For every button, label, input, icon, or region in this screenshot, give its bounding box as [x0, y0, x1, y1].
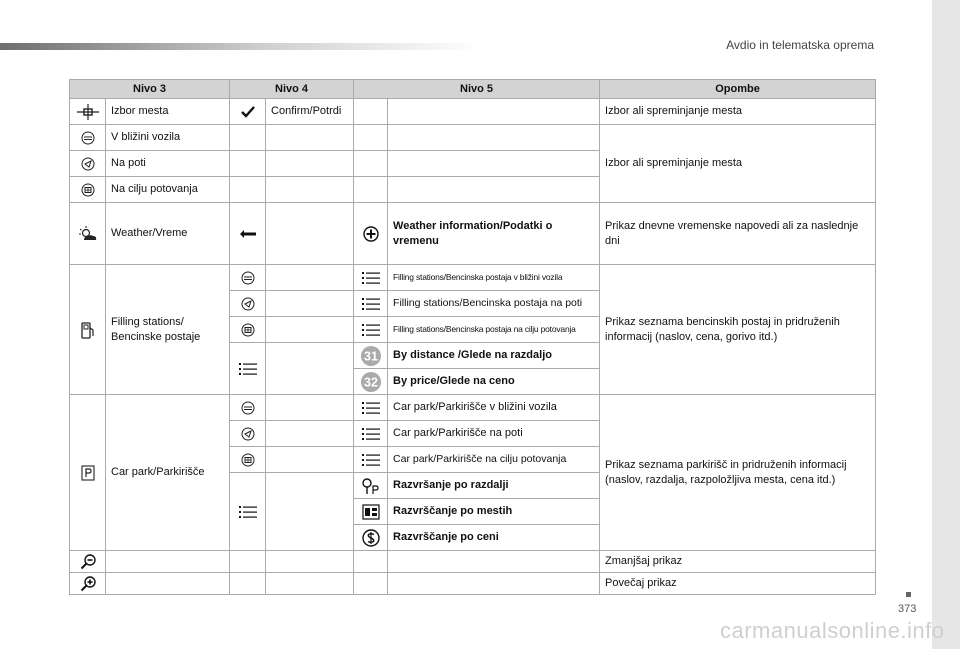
table-header-row	[70, 80, 876, 99]
parking-icon	[70, 395, 106, 551]
level3-blizina: V bližini vozila	[106, 125, 230, 151]
header-opombe: Opombe	[600, 80, 876, 99]
level4-confirm: Confirm/Potrdi	[266, 99, 354, 125]
header-nivo4: Nivo 4	[230, 80, 354, 99]
level5-by-distance: By distance /Glede na razdaljo	[388, 343, 600, 369]
plus-circle-icon	[354, 203, 388, 265]
weather-icon	[70, 203, 106, 265]
svg-text:32: 32	[363, 375, 378, 389]
table-row	[70, 99, 876, 125]
note-zoom-out: Zmanjšaj prikaz	[600, 551, 876, 573]
table-row	[70, 125, 876, 151]
zoom-out-icon	[70, 551, 106, 573]
level5-parking-blizina: Car park/Parkirišče v bližini vozila	[388, 395, 600, 421]
spaces-icon	[354, 499, 388, 525]
destination-icon	[70, 177, 106, 203]
page-number: 373	[898, 603, 917, 615]
vicinity-icon	[230, 265, 266, 291]
chapter-title: Avdio in telematska oprema	[726, 38, 874, 52]
watermark: carmanualsonline.info	[720, 618, 945, 643]
list-icon	[354, 447, 388, 473]
menu-table	[69, 79, 876, 595]
badge-31	[354, 343, 388, 369]
list-icon	[354, 395, 388, 421]
route-icon	[70, 151, 106, 177]
dollar-icon	[354, 525, 388, 551]
level5-park-spaces: Razvrščanje po mestih	[388, 499, 600, 525]
header-nivo5: Nivo 5	[354, 80, 600, 99]
destination-icon	[230, 317, 266, 343]
level5-park-distance: Razvršanje po razdalji	[388, 473, 600, 499]
vicinity-icon	[230, 395, 266, 421]
destination-icon	[230, 447, 266, 473]
level5-parking-cilj: Car park/Parkirišče na cilju potovanja	[388, 447, 600, 473]
note-parking: Prikaz seznama parkirišč in pridruženih informacij (naslov, razdalja, razpoložljiva mesta, cena itd.)	[600, 395, 876, 551]
distance-parking-icon	[354, 473, 388, 499]
list-icon	[354, 421, 388, 447]
svg-text:31: 31	[363, 349, 378, 363]
level3-parking: Car park/Parkirišče	[106, 395, 230, 551]
crosshair-icon	[70, 99, 106, 125]
level5-filling-poti: Filling stations/Bencinska postaja na poti	[388, 291, 600, 317]
level5-filling-blizina: Filling stations/Bencinska postaja v bližini vozila	[388, 265, 600, 291]
level5-by-price: By price/Glede na ceno	[388, 369, 600, 395]
level5-filling-cilj: Filling stations/Bencinska postaja na cilju potovanja	[388, 317, 600, 343]
fuel-pump-icon	[70, 265, 106, 395]
list-icon	[230, 343, 266, 395]
arrow-left-icon	[230, 203, 266, 265]
note-filling: Prikaz seznama bencinskih postaj in pridruženih informacij (naslov, cena, gorivo itd.)	[600, 265, 876, 395]
level3-weather: Weather/Vreme	[106, 203, 230, 265]
level5-parking-poti: Car park/Parkirišče na poti	[388, 421, 600, 447]
level3-cilj: Na cilju potovanja	[106, 177, 230, 203]
note-izbor-mesta: Izbor ali spreminjanje mesta	[600, 99, 876, 125]
header-nivo3: Nivo 3	[70, 80, 230, 99]
table-row	[70, 395, 876, 421]
level5-weather-info: Weather information/Podatki o vremenu	[388, 203, 600, 265]
table-row	[70, 573, 876, 595]
table-row	[70, 265, 876, 291]
level3-poti: Na poti	[106, 151, 230, 177]
note-weather: Prikaz dnevne vremenske napovedi ali za naslednje dni	[600, 203, 876, 265]
list-icon	[354, 317, 388, 343]
check-icon	[230, 99, 266, 125]
header-gradient-bar	[0, 43, 480, 50]
note-zoom-in: Povečaj prikaz	[600, 573, 876, 595]
level5-park-price: Razvrščanje po ceni	[388, 525, 600, 551]
page-side-band	[932, 0, 960, 649]
note-izbor-group: Izbor ali spreminjanje mesta	[600, 125, 876, 203]
zoom-in-icon	[70, 573, 106, 595]
vicinity-icon	[70, 125, 106, 151]
route-icon	[230, 421, 266, 447]
level3-izbor-mesta: Izbor mesta	[106, 99, 230, 125]
table-row	[70, 203, 876, 265]
list-icon	[354, 265, 388, 291]
list-icon	[354, 291, 388, 317]
list-icon	[230, 473, 266, 551]
page-marker	[906, 592, 911, 597]
badge-32	[354, 369, 388, 395]
route-icon	[230, 291, 266, 317]
table-row	[70, 551, 876, 573]
level3-filling: Filling stations/ Bencinske postaje	[106, 265, 230, 395]
